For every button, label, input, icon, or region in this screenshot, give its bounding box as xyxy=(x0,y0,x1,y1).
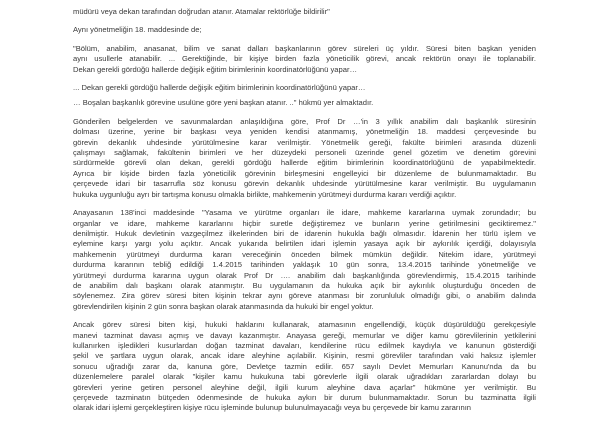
text-line: durdurma kararının tebliğ edildiği 1.4.2015 tarihinden yaklaşık 10 gün sonra, 13.4.2015 tarihinde yönetmeliğe ve xyxy=(73,260,536,270)
text-line: müdürü veya dekan tarafından doğrudan atanır. Atamalar rektörlüğe bildirilir" xyxy=(73,7,330,16)
paragraph xyxy=(73,208,536,312)
paragraph xyxy=(73,117,536,200)
text-line: ... Dekan gerekli gördüğü hallerde değişik eğitim birimlerinin koordinatörlüğünü yapar… xyxy=(73,83,366,93)
paragraph xyxy=(73,320,536,414)
text-line: dolması üzerine, yerine bir başkası veya yeniden kendisi atanmamış, yönetmeliğin 18. maddesi çerçevesinde bu xyxy=(73,127,536,137)
text-line: görevin dekanlık uhdesinde yürütülmesine karar verilmiştir. Yönetmelik gereği, fakülte birimleri arasında düzenli xyxy=(73,137,536,147)
text-line: … Boşalan başkanlık görevine usulüne göre yeni başkan atanır. .." hükmü yer almaktadır. xyxy=(73,98,374,108)
paragraph xyxy=(73,83,536,93)
text-line: düzenlemelere paralel olarak "kişiler kamu hukukuna tabi görevlerle ilgili olarak uğradıkları zararlardan dolayı bu xyxy=(73,372,536,382)
text-line: mahkemenin yürütmeyi durdurma kararı vereceğinin önceden bilmek mümkün değildir. Nitekim idare, yürütmeyi xyxy=(73,249,536,259)
text-line: çerçevede idari bir tasarrufla söz konusu görevin dekanlık uhdesinde yürütülmesine karar verilmiştir. Bu uygulamanın xyxy=(73,179,536,189)
text-line: Aynı yönetmeliğin 18. maddesinde de; xyxy=(73,25,202,35)
text-line: söylenemez. Zira görev süresi biten kişinin tekrar aynı göreve atanması bir zorunluluk olmadığı gibi, o anabilim dalında xyxy=(73,291,536,301)
text-line: Ayrıca bir kişide birden fazla yöneticilik görevinin birleşmesini engelleyici bir düzenleme de bulunmamaktadır. Bu xyxy=(73,168,536,178)
paragraph xyxy=(73,44,536,75)
text-line: hukuka uygunluğu ayrı bir tartışma konusu olmakla birlikte, mahkemenin yürütmeyi durdurma kararı verdiği açıktır. xyxy=(73,189,457,199)
document-body xyxy=(73,7,536,422)
text-line: çalışmayı sağlamak, fakültenin birimleri ve her düzeydeki personeli üzerinde genel gözetim ve denetim görevini xyxy=(73,148,536,158)
text-line: de anabilim dalı başkanı olarak atanmıştır. Bu uygulamanın da hukuka açık bir aykırılık oluşturduğu önceden de xyxy=(73,280,536,290)
paragraph xyxy=(73,7,536,17)
text-line: "Bölüm, anabilim, anasanat, bilim ve sanat dalları başkanlarının görev süreleri üç yıldır. Süresi biten başkan yeniden xyxy=(73,43,536,53)
text-line: görevleri yerine getiren personel aleyhine değil, ilgili kurum aleyhine dava açarlar" hükmüne yer verilmiştir. Bu xyxy=(73,382,536,392)
text-line: organlar ve idare, mahkeme kararlarını hiçbir suretle değiştiremez ve bunların yerine getirilmesini geciktiremez." xyxy=(73,218,536,228)
text-line: aynı usullerle atanabilir. ... Gerektiğinde, bir kişiye birden fazla yöneticilik görevi, ancak rektörün onayı ile toplanabilir. xyxy=(73,54,536,64)
text-line: şekil ve şartlara uygun olarak, ancak idare aleyhine açılabilir. Kişinin, resmi görevliler tarafından vaki haksız işlemler xyxy=(73,351,536,361)
text-line: Gönderilen belgelerden ve savunmalardan anlaşıldığına göre, Prof Dr …'in 3 yıllık anabilim dalı başkanlık süresinin xyxy=(73,116,536,126)
text-line: görevlendirilen kişinin 2 gün sonra başkan olarak atanmasında da hukuki bir engel yoktur. xyxy=(73,301,374,311)
text-line: Dekan gerekli gördüğü hallerde değişik eğitim birimlerinin koordinatörlüğünü yapar… xyxy=(73,64,358,74)
text-line: manevi tazminat davası açmış ve davayı kazanmıştır. Anayasa gereği, memurlar ve diğer kamu görevlilerinin yetkilerini xyxy=(73,330,536,340)
text-line: sonucu uğradığı zarar da, kanuna göre, Devletçe tazmin edilir. 657 sayılı Devlet Memurları Kanunu'nda da bu xyxy=(73,361,536,371)
text-line: eylemine karşı yargı yolu açıktır. Ancak yukarıda belirtilen idari işlemin yasaya açık bir aykırılık içerdiği, dolayısıyla xyxy=(73,239,536,249)
text-line: Ancak görev süresi biten kişi, hukuki haklarını kullanarak, atamasının engellendiği, küçük düşürüldüğü gerekçesiyle xyxy=(73,320,536,330)
paragraph xyxy=(73,25,536,35)
text-line: yürütmeyi durdurma kararına uygun olarak Prof Dr …. anabilim dalı başkanlığında görevlendirmiş, 15.4.2015 tarihinde xyxy=(73,270,536,280)
text-line: olarak idari işlemi gerçekleştiren kişiye rücu işleminde bulunup bulunulmayacağı veya bu çerçevede bir kamu zararının xyxy=(73,403,472,413)
text-line: Anayasanın 138'inci maddesinde "Yasama ve yürütme organları ile idare, mahkeme kararlarına uymak zorundadır; bu xyxy=(73,208,536,218)
text-line: çerçevede tazminatın bütçeden ödenmesinde de hukuka aykırı bir durum bulunmamaktadır. Sorun bu tazminatta ilgili xyxy=(73,393,536,402)
paragraph xyxy=(73,98,536,108)
text-line: denilmiştir. Hukuk devletinin vazgeçilmez ilkelerinden biri de idarenin hukukla bağlı olmasıdır. İdarenin her türlü işlem ve xyxy=(73,228,536,238)
text-line: kullanırken işledikleri kusurlardan doğan tazminat davaları, kendilerine rücu edilmek kaydıyla ve kanunun gösterdiği xyxy=(73,340,536,350)
text-line: sürdürmekle görevli olan dekan, gerekli gördüğü hallerde eğitim birimlerinin koordinatörlüğünü de yapabilmektedir. xyxy=(73,158,536,168)
